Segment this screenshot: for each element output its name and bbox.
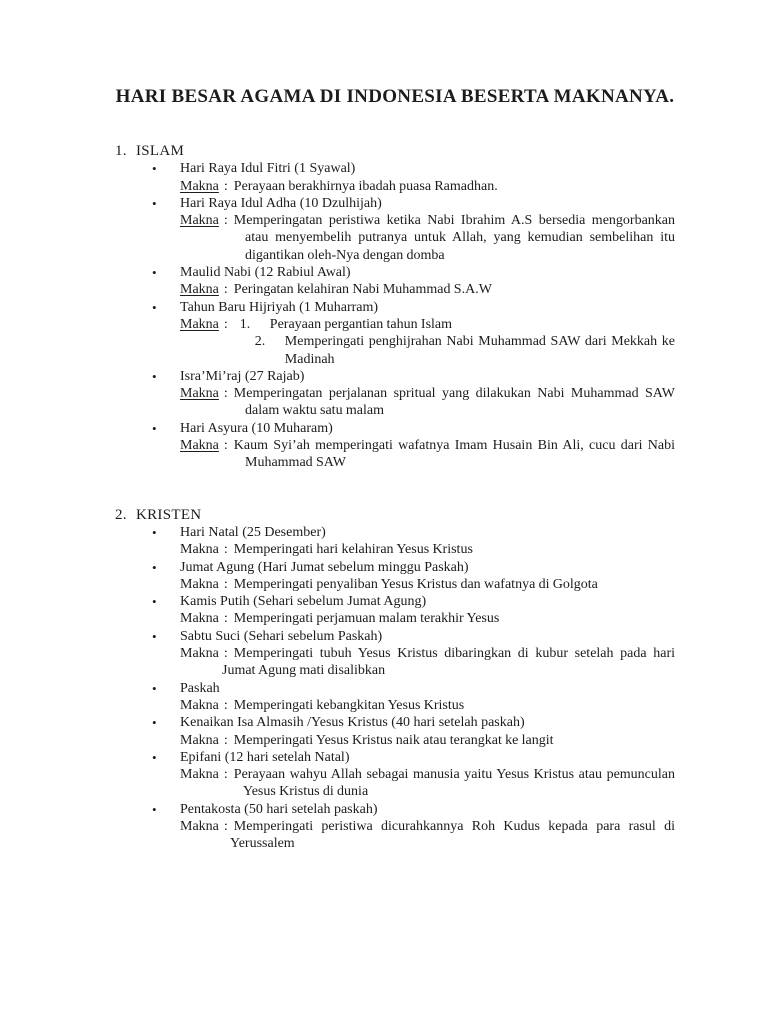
sublist-text: Perayaan pergantian tahun Islam [269, 316, 453, 332]
document-title: HARI BESAR AGAMA DI INDONESIA BESERTA MAKNANYA. [115, 86, 675, 107]
list-item [152, 160, 675, 195]
bullet-icon: • [152, 265, 157, 281]
makna-text: Memperingati tubuh Yesus Kristus dibaringkan di kubur setelah pada hari Jumat Agung mati disalibkan [222, 646, 675, 679]
makna-paragraph [180, 316, 675, 368]
makna-text: Memperingati peristiwa dicurahkannya Roh Kudus kepada para rasul di Yerussalem [230, 818, 675, 852]
list-item [152, 749, 675, 801]
makna-separator: : [223, 818, 228, 834]
holiday-name: Hari Asyura (10 Muharam) [180, 420, 333, 436]
makna-separator: : [223, 697, 228, 713]
list-item [152, 420, 675, 472]
makna-paragraph [180, 697, 675, 714]
section-name: KRISTEN [136, 506, 202, 523]
makna-separator: : [223, 542, 228, 558]
sublist-number: 2. [254, 334, 266, 350]
list-item [152, 559, 675, 594]
makna-paragraph [180, 732, 675, 749]
holiday-name: Kenaikan Isa Almasih /Yesus Kristus (40 hari setelah paskah) [180, 715, 525, 731]
holiday-name: Sabtu Suci (Sehari sebelum Paskah) [180, 628, 383, 644]
makna-label: Makna [180, 316, 219, 332]
makna-label: Makna [180, 282, 219, 298]
list-item [152, 195, 675, 264]
makna-label: Makna [180, 178, 219, 194]
holiday-list [152, 160, 675, 471]
list-item [152, 680, 675, 715]
makna-label: Makna [180, 732, 219, 748]
section-number: 2. [115, 506, 127, 523]
makna-separator: : [223, 438, 228, 454]
makna-separator: : [223, 611, 228, 627]
list-item [152, 368, 675, 420]
sublist-text: Memperingati penghijrahan Nabi Muhammad SAW dari Mekkah ke Madinah [284, 334, 675, 367]
makna-separator: : [223, 386, 228, 402]
bullet-icon: • [152, 524, 157, 540]
makna-separator: : [223, 178, 228, 194]
makna-label: Makna [180, 646, 219, 662]
makna-text: Kaum Syi’ah memperingati wafatnya Imam Husain Bin Ali, cucu dari Nabi Muhammad SAW [233, 438, 675, 471]
bullet-icon: • [152, 299, 157, 315]
makna-label: Makna [180, 818, 219, 834]
bullet-icon: • [152, 628, 157, 644]
holiday-name: Hari Raya Idul Adha (10 Dzulhijah) [180, 195, 382, 211]
sublist-item [240, 316, 675, 333]
list-item [152, 299, 675, 368]
holiday-name: Hari Natal (25 Desember) [180, 524, 326, 540]
section-heading [115, 507, 675, 524]
makna-paragraph [180, 610, 675, 627]
makna-paragraph [180, 385, 675, 420]
makna-label: Makna [180, 576, 219, 592]
makna-label: Makna [180, 611, 219, 627]
list-item [152, 264, 675, 299]
bullet-icon: • [152, 749, 157, 765]
makna-label: Makna [180, 767, 219, 783]
holiday-name: Paskah [180, 680, 220, 696]
makna-paragraph [180, 818, 675, 853]
section-heading [115, 143, 675, 160]
list-item [152, 714, 675, 749]
section-name: ISLAM [136, 143, 185, 159]
bullet-icon: • [152, 559, 157, 575]
sublist-number: 1. [239, 316, 251, 332]
holiday-name: Hari Raya Idul Fitri (1 Syawal) [180, 161, 356, 177]
holiday-name: Maulid Nabi (12 Rabiul Awal) [180, 265, 351, 281]
holiday-list [152, 524, 675, 853]
bullet-icon: • [152, 195, 157, 211]
makna-text: Peringatan kelahiran Nabi Muhammad S.A.W [233, 282, 492, 298]
makna-label: Makna [180, 213, 219, 229]
makna-text: Memperingatan peristiwa ketika Nabi Ibrahim A.S bersedia mengorbankan atau menyembelih putranya untuk Allah, yang kemudian sembelihan itu digantikan oleh-Nya dengan domba [233, 213, 675, 263]
holiday-name: Isra’Mi’raj (27 Rajab) [180, 368, 305, 384]
makna-label: Makna [180, 386, 219, 402]
makna-sublist [240, 316, 675, 368]
makna-label: Makna [180, 438, 219, 454]
bullet-icon: • [152, 161, 157, 177]
section-kristen [115, 507, 675, 853]
bullet-icon: • [152, 420, 157, 436]
makna-separator: : [223, 576, 228, 592]
makna-label: Makna [180, 697, 219, 713]
makna-separator: : [223, 316, 228, 332]
makna-text: Memperingati Yesus Kristus naik atau terangkat ke langit [233, 732, 554, 748]
list-item [152, 801, 675, 853]
holiday-name: Tahun Baru Hijriyah (1 Muharram) [180, 299, 379, 315]
section-number: 1. [115, 143, 127, 159]
makna-paragraph [180, 281, 675, 298]
makna-paragraph [180, 437, 675, 472]
sublist-item [255, 333, 675, 368]
bullet-icon: • [152, 715, 157, 731]
holiday-name: Kamis Putih (Sehari sebelum Jumat Agung) [180, 594, 427, 610]
makna-label-group [180, 316, 234, 368]
makna-separator: : [223, 732, 228, 748]
makna-paragraph [180, 576, 675, 593]
makna-separator: : [223, 646, 228, 662]
makna-text: Memperingati hari kelahiran Yesus Kristus [233, 542, 473, 558]
bullet-icon: • [152, 594, 157, 610]
makna-paragraph [180, 645, 675, 680]
makna-text: Perayaan berakhirnya ibadah puasa Ramadhan. [233, 178, 498, 194]
makna-text: Memperingati kebangkitan Yesus Kristus [233, 697, 465, 713]
makna-paragraph [180, 766, 675, 801]
makna-paragraph [180, 178, 675, 195]
makna-text: Memperingati perjamuan malam terakhir Yesus [233, 611, 500, 627]
list-item [152, 628, 675, 680]
holiday-name: Jumat Agung (Hari Jumat sebelum minggu Paskah) [180, 559, 469, 575]
bullet-icon: • [152, 368, 157, 384]
makna-paragraph [180, 212, 675, 264]
makna-separator: : [223, 767, 228, 783]
section-islam [115, 143, 675, 472]
makna-label: Makna [180, 542, 219, 558]
makna-separator: : [223, 282, 228, 298]
makna-separator: : [223, 213, 228, 229]
holiday-name: Pentakosta (50 hari setelah paskah) [180, 801, 378, 817]
bullet-icon: • [152, 680, 157, 696]
makna-text: Memperingati penyaliban Yesus Kristus dan wafatnya di Golgota [233, 576, 598, 592]
holiday-name: Epifani (12 hari setelah Natal) [180, 749, 350, 765]
makna-text: Memperingatan perjalanan spritual yang dilakukan Nabi Muhammad SAW dalam waktu satu malam [233, 386, 675, 419]
bullet-icon: • [152, 801, 157, 817]
makna-text: Perayaan wahyu Allah sebagai manusia yaitu Yesus Kristus atau pemunculan Yesus Kristus di dunia [233, 767, 675, 800]
list-item [152, 593, 675, 628]
list-item [152, 524, 675, 559]
makna-paragraph [180, 541, 675, 558]
